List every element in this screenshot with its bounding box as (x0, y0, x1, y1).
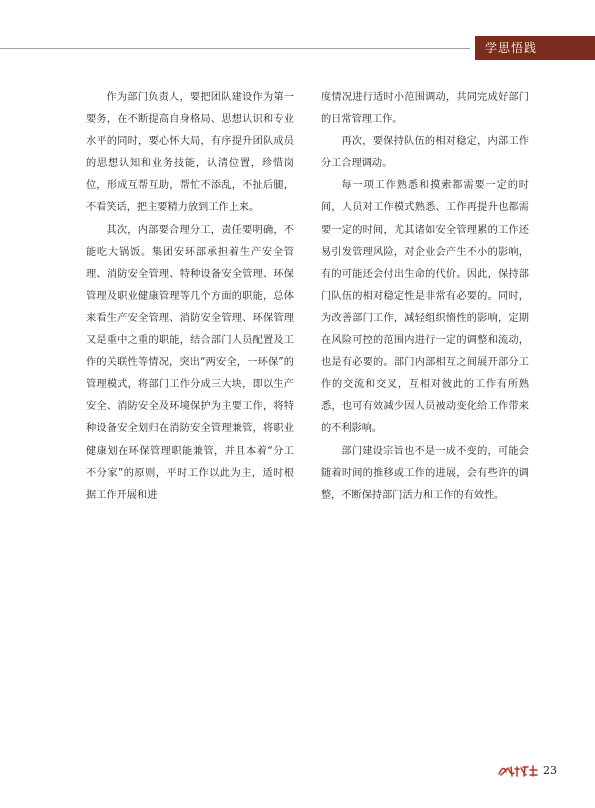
paragraph: 其次，内部要合理分工，责任要明确，不能吃大锅饭。集团安环部承担着生产安全管理、消防安全管理、特种设备安全管理、环保管理及职业健康管理等几个方面的职能，总体来看生产安全管理、消防安全管理、环保管理又是重中之重的职能，结合部门人员配置及工作的关联性等情况，突出“两安全，一环保”的管理模式，将部门工作分成三大块，即以生产安全、消防安全及环境保护为主要工作，将特种设备安全划归在消防安全管理兼管，将职业健康划在环保管理职能兼管，并且本着“分工不分家”的原则，平时工作以此为主，适时根据工作开展和进 (86, 224, 294, 501)
paragraph: 每一项工作熟悉和摸索都需要一定的时间，人员对工作模式熟悉、工作再提升也都需要一定的时间，尤其诸如安全管理累的工作还易引发管理风险，对企业会产生不小的影响，有的可能还会付出生命的代价。因此，保持部门队伍的相对稳定性是非常有必要的。同时，为改善部门工作，减轻组织惰性的影响，定期在风险可控的范围内进行一定的调整和流动，也是有必要的。部门内部相互之间展开部分工作的交流和交叉，互相对彼此的工作有所熟悉，也可有效减少因人员被动变化给工作带来的不利影响。 (321, 180, 529, 435)
page-number: 23 (543, 764, 557, 777)
paragraph-continued: 度情况进行适时小范围调动，共同完成好部门的日常管理工作。 (321, 92, 529, 126)
right-column (321, 87, 529, 507)
paragraph: 再次，要保持队伍的相对稳定，内部工作分工合理调动。 (321, 136, 529, 170)
section-tag: 学思悟践 (475, 36, 595, 60)
paragraph: 部门建设宗旨也不是一成不变的，可能会随着时间的推移或工作的进展，会有些许的调整，不断保持部门活力和工作的有效性。 (321, 445, 529, 501)
magazine-logo (497, 763, 539, 779)
header-rule (0, 48, 470, 49)
left-column (86, 87, 294, 507)
paragraph: 作为部门负责人，要把团队建设作为第一要务，在不断提高自身格局、思想认识和专业水平的同时，要心怀大局，有序提升团队成员的思想认知和业务技能，认清位置，珍惜岗位，形成互帮互助，帮忙不添乱，不扯后腿，不看笑话，把主要精力放到工作上来。 (86, 92, 294, 214)
